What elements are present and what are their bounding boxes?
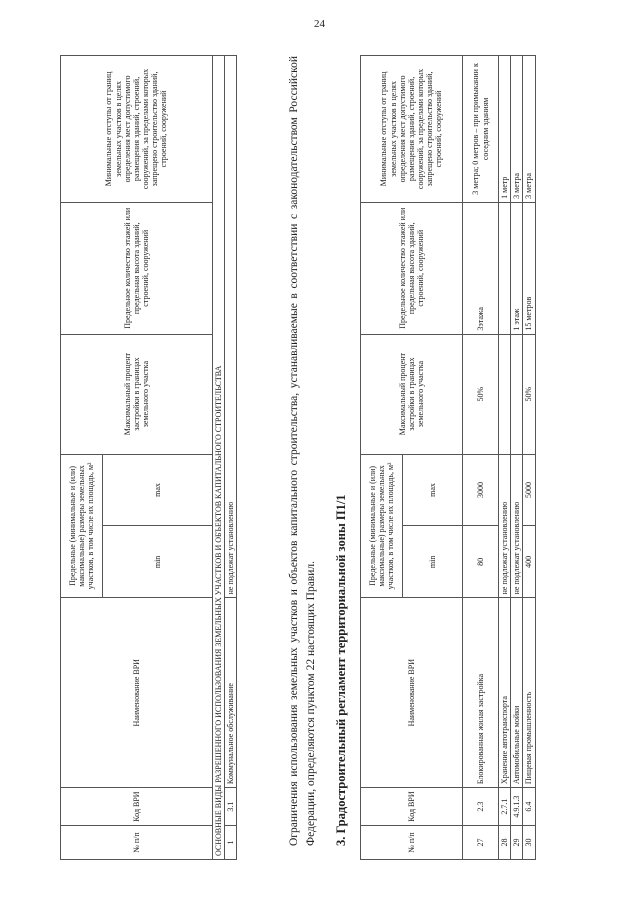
row-setback: 3 метра <box>511 56 523 203</box>
table-row <box>463 56 499 860</box>
col-header-setback: Минимальные отступы от границ земельных участков в целях определения мест допустимого размещения зданий, строений, сооружений, за пределами которых запрещено строительство зданий, строений, сооружений <box>361 56 463 203</box>
col-header-num: № п/п <box>361 826 463 860</box>
row-num: 1 <box>225 826 237 860</box>
table-row <box>511 56 523 860</box>
table-row <box>523 56 535 860</box>
row-code: 2.3 <box>463 788 499 826</box>
col-header-max: max <box>403 454 463 526</box>
row-percent: 50% <box>463 334 499 454</box>
row-min: 80 <box>463 526 499 598</box>
row-setback: 1 метр <box>499 56 511 203</box>
row-percent: 50% <box>523 334 535 454</box>
row-code: 3.1 <box>225 788 237 826</box>
row-sizes-merged: не подлежат установлению <box>225 56 237 598</box>
col-header-min: min <box>403 526 463 598</box>
regulation-table-p1 <box>60 55 237 860</box>
row-floors: 3этажа <box>463 202 499 334</box>
row-name: Пищевая промышленность <box>523 598 535 788</box>
row-num: 27 <box>463 826 499 860</box>
row-percent <box>499 334 511 454</box>
section-row-label: ОСНОВНЫЕ ВИДЫ РАЗРЕШЕННОГО ИСПОЛЬЗОВАНИЯ ЗЕМЕЛЬНЫХ УЧАСТКОВ И ОБЪЕКТОВ КАПИТАЛЬНОГО СТРОИТЕЛЬСТВА <box>213 56 225 860</box>
section-row <box>213 56 225 860</box>
row-name: Автомобильные мойки <box>511 598 523 788</box>
col-header-percent: Максимальный процент застройки в границах земельного участка <box>61 334 213 454</box>
row-sizes-merged: не подлежат установлению <box>511 454 523 598</box>
col-header-name: Наименование ВРИ <box>61 598 213 788</box>
row-min: 400 <box>523 526 535 598</box>
col-header-code: Код ВРИ <box>61 788 213 826</box>
row-max: 3000 <box>463 454 499 526</box>
row-num: 28 <box>499 826 511 860</box>
section-title: 3. Градостроительный регламент территориальной зоны П1/1 <box>334 494 348 846</box>
row-name: Хранение автотранспорта <box>499 598 511 788</box>
col-header-floors: Предельное количество этажей или предельная высота зданий, строений, сооружений <box>361 202 463 334</box>
row-percent <box>511 334 523 454</box>
col-header-sizes: Предельные (минимальные и (или) максимальные) размеры земельных участков, в том числе их площадь, м² <box>61 454 103 598</box>
row-num: 29 <box>511 826 523 860</box>
row-name: Коммунальное обслуживание <box>225 598 237 788</box>
row-num: 30 <box>523 826 535 860</box>
row-setback: 3 метра; 0 метров – при примыкании к соседним зданиям <box>463 56 499 203</box>
col-header-code: Код ВРИ <box>361 788 463 826</box>
row-max: 5000 <box>523 454 535 526</box>
col-header-num: № п/п <box>61 826 213 860</box>
row-code: 2.7.1 <box>499 788 511 826</box>
row-setback: 3 метра <box>523 56 535 203</box>
rotated-page-content <box>60 55 580 860</box>
row-floors: 15 метров <box>523 202 535 334</box>
row-floors <box>499 202 511 334</box>
col-header-min: min <box>103 526 213 598</box>
regulation-table-continued <box>360 55 536 860</box>
row-floors: 1 этаж <box>511 202 523 334</box>
col-header-name: Наименование ВРИ <box>361 598 463 788</box>
page-number: 24 <box>314 18 325 30</box>
row-sizes-merged: не подлежат установлению <box>499 454 511 598</box>
table-row <box>499 56 511 860</box>
restrictions-paragraph: Ограничения использования земельных участков и объектов капитального строительства, устанавливаемые в соответствии с законодательством Российской Федерации, определяются пунктом 22 настоящих Правил. <box>288 56 318 846</box>
col-header-max: max <box>103 454 213 526</box>
col-header-percent: Максимальный процент застройки в границах земельного участка <box>361 334 463 454</box>
col-header-sizes: Предельные (минимальные и (или) максимальные) размеры земельных участков, в том числе их площадь, м² <box>361 454 403 598</box>
col-header-setback: Минимальные отступы от границ земельных участков в целях определения мест допустимого размещения зданий, строений, сооружений, за пределами которых запрещено строительство зданий, строений, сооружений <box>61 56 213 203</box>
row-code: 4.9.1.3 <box>511 788 523 826</box>
col-header-floors: Предельное количество этажей или предельная высота зданий, строений, сооружений <box>61 202 213 334</box>
row-code: 6.4 <box>523 788 535 826</box>
table-row <box>225 56 237 860</box>
row-name: Блокированная жилая застройка <box>463 598 499 788</box>
